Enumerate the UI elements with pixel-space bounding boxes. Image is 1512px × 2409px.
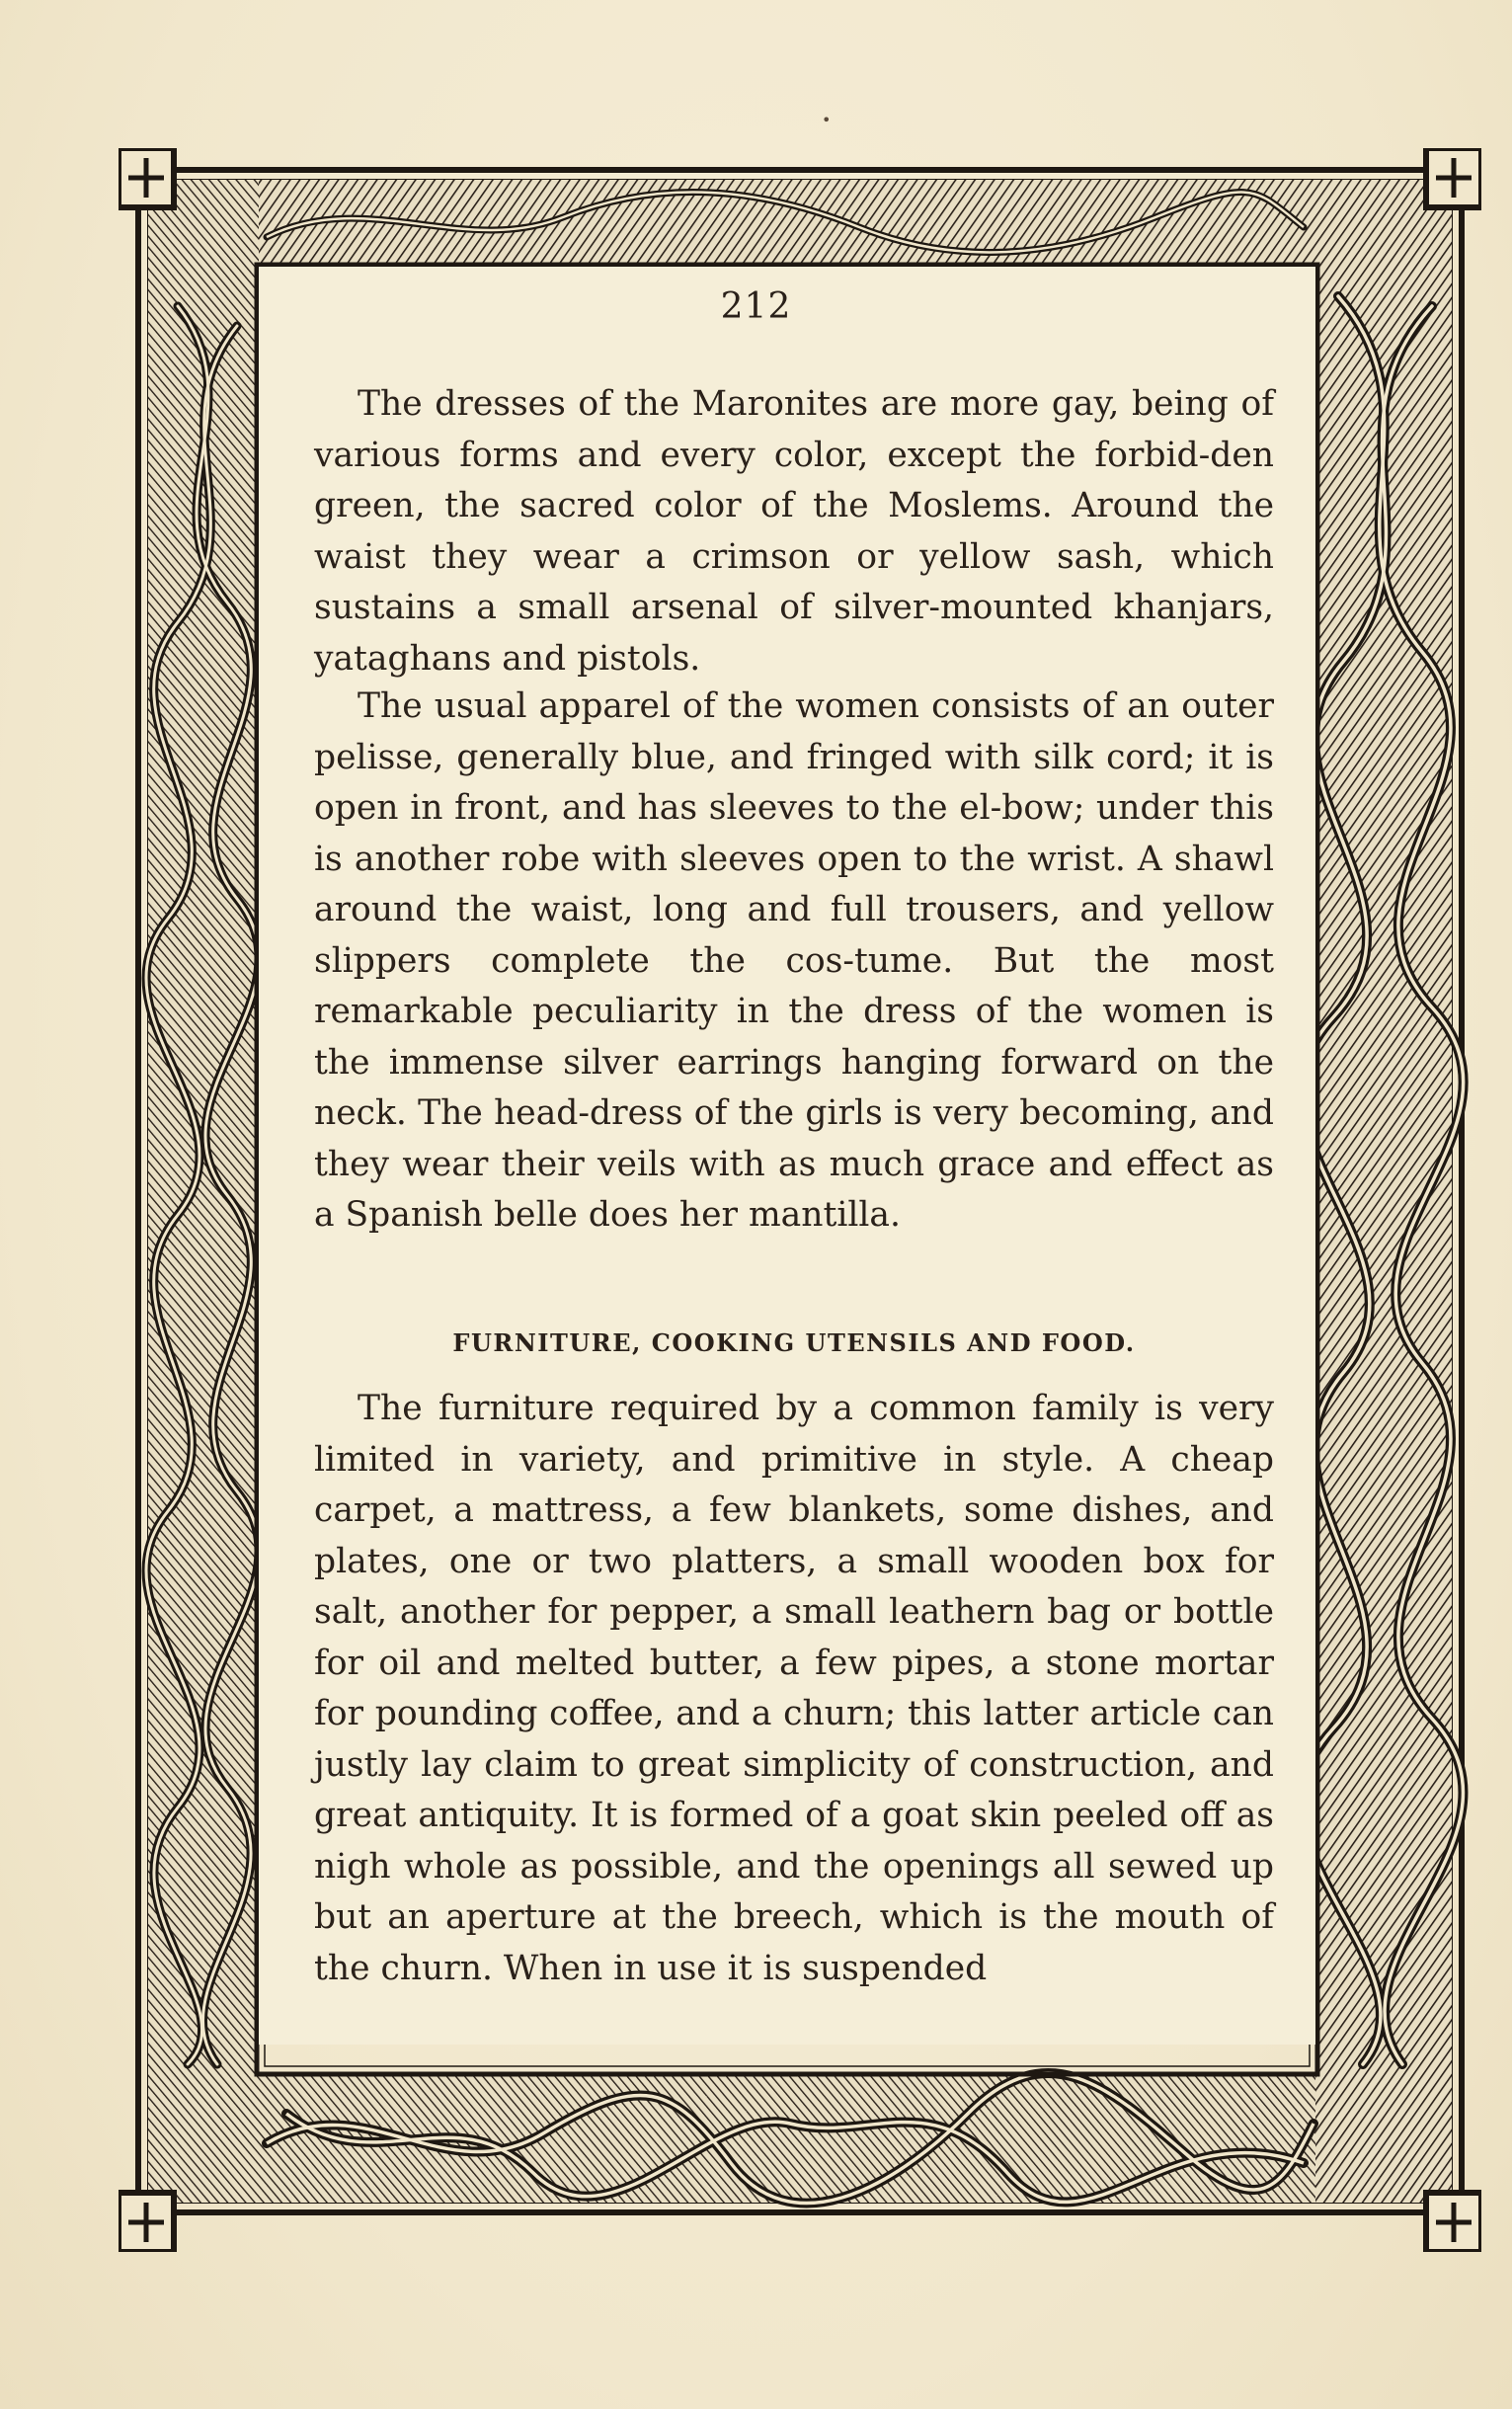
- section-heading: FURNITURE, COOKING UTENSILS AND FOOD.: [452, 1328, 1136, 1357]
- ink-speck: •: [822, 111, 832, 129]
- paragraph-women-apparel: [314, 682, 1274, 1242]
- page-number: 212: [720, 286, 792, 327]
- paragraph-furniture: [314, 1384, 1274, 1994]
- paragraph-text: The usual apparel of the women consists of an outer pelisse, generally blue, and fringed with silk cord; it is open in front, and has sleeves to the el-bow; under this is another robe with sleeves open to the wrist. A shawl around the waist, long and full trousers, and yellow slippers complete the cos-tume. But the most remarkable peculiarity in the dress of the women is the immense silver earrings hanging forward on the neck. The head-dress of the girls is very becoming, and they wear their veils with as much grace and effect as a Spanish belle does her mantilla.: [314, 686, 1274, 1235]
- paragraph-text: The furniture required by a common family is very limited in variety, and primitive in style. A cheap carpet, a mattress, a few blankets, some dishes, and plates, one or two platters, a small wooden box for salt, another for pepper, a small leathern bag or bottle for oil and melted butter, a few pipes, a stone mortar for pounding coffee, and a churn; this latter article can justly lay claim to great simplicity of construction, and great antiquity. It is formed of a goat skin peeled off as nigh whole as possible, and the openings all sewed up but an aperture at the breech, which is the mouth of the churn. When in use it is suspended: [314, 1389, 1274, 1988]
- paragraph-maronite-dress: [314, 379, 1274, 684]
- paragraph-text: The dresses of the Maronites are more gay, being of various forms and every color, except the forbid-den green, the sacred color of the Moslems. Around the waist they wear a crimson or yellow sash, which sustains a small arsenal of silver-mounted khanjars, yataghans and pistols.: [314, 384, 1274, 679]
